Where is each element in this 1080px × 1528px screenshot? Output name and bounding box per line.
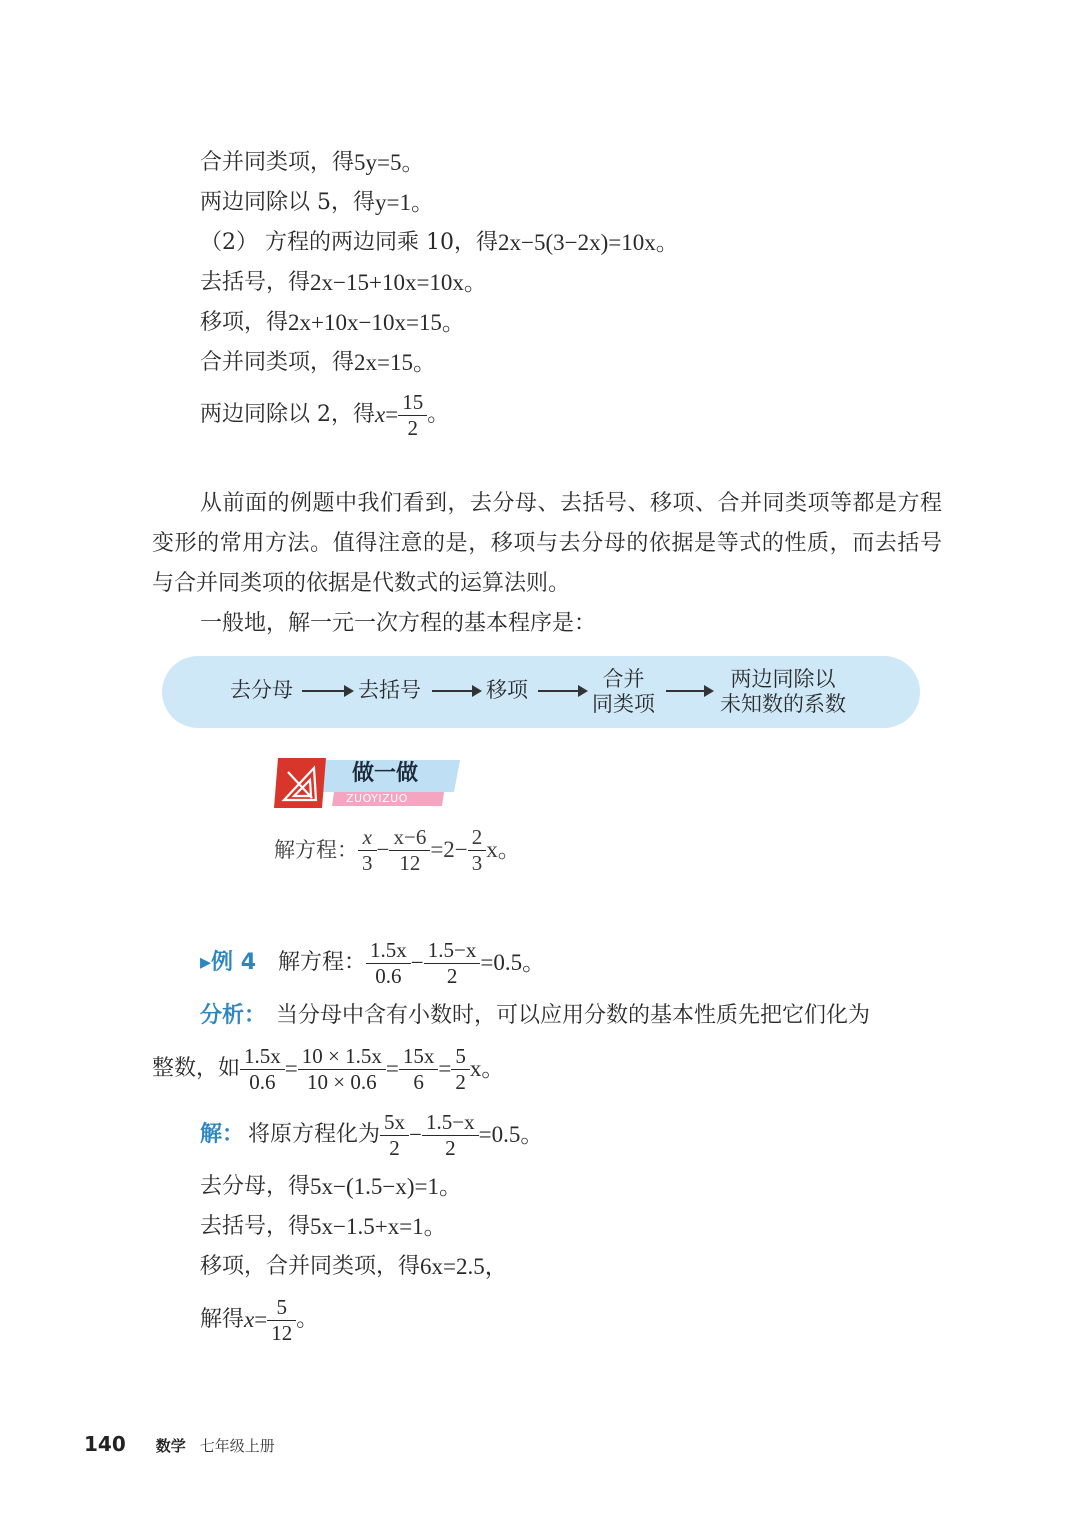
- solution-step-4-frac: [269, 1295, 294, 1346]
- line-4: [200, 268, 487, 298]
- example-4: [200, 934, 545, 992]
- analysis-text: 当分母中含有小数时，可以应用分数的基本性质先把它们化为: [276, 1003, 871, 1028]
- solution-step-1: [200, 1172, 462, 1202]
- example-4-label: ▸例 4: [200, 950, 257, 975]
- line-7-eq: =: [385, 402, 399, 427]
- solution-step-4: [200, 1292, 318, 1348]
- flow-arrow-3: [538, 690, 586, 692]
- example-4-frac-1: [368, 938, 409, 989]
- flow-step-4: [592, 667, 655, 717]
- flow-step-5-line1: 两边同除以: [730, 667, 836, 691]
- line-2-math: y=1。: [375, 190, 434, 215]
- line-1-math: 5y=5。: [354, 150, 425, 175]
- solution-step-2: [200, 1212, 447, 1242]
- fraction-denominator: 2: [422, 1135, 479, 1161]
- fraction-numerator: 2: [471, 824, 483, 849]
- fraction-denominator: 2: [424, 963, 481, 989]
- zuoyizuo-frac-1: [360, 825, 375, 876]
- solution-line-1: [200, 1106, 543, 1164]
- example-4-frac-2: [426, 938, 479, 989]
- solution-tail: =0.5。: [478, 1122, 544, 1147]
- line-3-math: 2x−5(3−2x)=10x。: [497, 230, 679, 255]
- fraction-numerator: x−6: [393, 824, 427, 849]
- fraction-denominator: 2: [451, 1069, 470, 1095]
- flow-arrow-4: [666, 690, 712, 692]
- line-7-text: 两边同除以 2，得: [200, 402, 375, 427]
- fraction-numerator: 10 × 1.5x: [301, 1043, 382, 1068]
- page-number: 140: [84, 1432, 126, 1456]
- fraction-denominator: 6: [399, 1069, 439, 1095]
- line-7-end: 。: [427, 402, 450, 427]
- zuoyizuo-frac-2: [391, 825, 428, 876]
- footer-grade: 七年级上册: [199, 1437, 275, 1455]
- solution-label: 解：: [200, 1122, 245, 1147]
- page-footer: [84, 1432, 275, 1456]
- fraction-numerator: 5x: [384, 1109, 406, 1134]
- fraction-denominator: 0.6: [240, 1069, 285, 1095]
- analysis-eq-1: =: [284, 1056, 298, 1081]
- analysis-text-2: 整数，如: [152, 1056, 241, 1081]
- solution-step-2-text: 去括号，得: [200, 1214, 311, 1239]
- fraction-numerator: 1.5−x: [426, 1109, 475, 1134]
- fraction-denominator: 3: [358, 850, 377, 876]
- flow-arrow-2: [432, 690, 480, 692]
- fraction-denominator: 2: [398, 415, 427, 441]
- analysis-line-2: [152, 1040, 504, 1098]
- solution-text: 将原方程化为: [248, 1122, 381, 1147]
- fraction-denominator: 3: [468, 850, 487, 876]
- solution-step-1-text: 去分母，得: [200, 1174, 311, 1199]
- solution-step-4-var: x: [244, 1307, 255, 1332]
- line-5: [200, 308, 465, 338]
- solution-step-4-text: 解得: [200, 1307, 245, 1332]
- zuoyizuo-title: 做一做: [352, 761, 419, 786]
- zuoyizuo-badge: [274, 756, 464, 810]
- flow-step-1: 去分母: [230, 678, 293, 702]
- flow-step-5: [720, 667, 846, 717]
- solution-step-4-end: 。: [296, 1307, 319, 1332]
- analysis-tail: x。: [469, 1056, 505, 1081]
- zuoyizuo-equation: [274, 822, 521, 878]
- procedure-flow: [162, 656, 920, 728]
- line-7-fraction: [400, 390, 425, 441]
- line-1-text: 合并同类项，得: [200, 150, 355, 175]
- zuoyizuo-tail: x。: [486, 837, 521, 862]
- line-3-text: （2） 方程的两边同乘 10，得: [200, 230, 498, 255]
- procedure-intro: 一般地，解一元一次方程的基本程序是：: [200, 611, 597, 636]
- analysis-frac-a: [242, 1044, 283, 1095]
- line-6-math: 2x=15。: [354, 350, 436, 375]
- example-4-prompt: 解方程：: [278, 950, 367, 975]
- fraction-denominator: 2: [380, 1135, 409, 1161]
- fraction-numerator: 1.5−x: [427, 937, 477, 962]
- analysis-frac-b: [300, 1044, 384, 1095]
- flow-step-4-line2: 同类项: [592, 692, 655, 716]
- fraction-denominator: 0.6: [366, 963, 411, 989]
- example-4-minus: −: [410, 950, 424, 975]
- solution-step-1-math: 5x−(1.5−x)=1。: [310, 1174, 462, 1199]
- solution-step-3-math: 6x=2.5，: [420, 1254, 508, 1279]
- fraction-numerator: 15x: [402, 1043, 435, 1068]
- fraction-denominator: 12: [389, 850, 430, 876]
- analysis-label: 分析：: [200, 1003, 267, 1028]
- fraction-denominator: 10 × 0.6: [298, 1069, 386, 1095]
- line-3: [200, 228, 679, 258]
- solution-step-3-text: 移项，合并同类项，得: [200, 1254, 421, 1279]
- zuoyizuo-eq: =2−: [430, 837, 468, 862]
- zuoyizuo-minus: −: [376, 837, 390, 862]
- line-2: [200, 188, 434, 218]
- solution-step-3: [200, 1252, 508, 1282]
- line-5-text: 移项，得: [200, 310, 289, 335]
- line-5-math: 2x+10x−10x=15。: [288, 310, 465, 335]
- zuoyizuo-prompt: 解方程：: [274, 838, 358, 862]
- analysis-eq-2: =: [385, 1056, 399, 1081]
- solution-frac-2: [424, 1110, 477, 1161]
- line-2-text: 两边同除以 5，得: [200, 190, 375, 215]
- flow-step-2: 去括号: [358, 678, 421, 702]
- footer-subject: 数学: [155, 1437, 186, 1455]
- line-6-text: 合并同类项，得: [200, 350, 355, 375]
- fraction-numerator: 5: [455, 1043, 466, 1068]
- line-7-var: x: [375, 402, 386, 427]
- example-4-tail: =0.5。: [480, 950, 546, 975]
- summary-text: 从前面的例题中我们看到，去分母、去括号、移项、合并同类项等都是方程变形的常用方法。值得注意的是，移项与去分母的依据是等式的性质，而去括号与合并同类项的依据是代数式的运算法则。: [152, 491, 942, 596]
- line-7: [200, 388, 449, 442]
- flow-step-5-line2: 未知数的系数: [720, 692, 846, 716]
- fraction-denominator: 12: [267, 1320, 296, 1346]
- analysis-eq-3: =: [438, 1056, 452, 1081]
- fraction-numerator: x: [362, 824, 372, 849]
- solution-step-2-math: 5x−1.5+x=1。: [310, 1214, 447, 1239]
- solution-minus: −: [409, 1122, 423, 1147]
- solution-step-4-eq: =: [254, 1307, 268, 1332]
- analysis-frac-d: [453, 1044, 468, 1095]
- line-4-math: 2x−15+10x=10x。: [310, 270, 487, 295]
- fraction-numerator: 1.5x: [244, 1043, 281, 1068]
- line-6: [200, 348, 436, 378]
- summary-paragraph: [152, 484, 942, 644]
- zuoyizuo-pinyin: ZUOYIZUO: [346, 792, 408, 805]
- flow-step-3: 移项: [486, 678, 528, 702]
- flow-step-4-line1: 合并: [602, 667, 645, 691]
- line-1: [200, 148, 425, 178]
- fraction-numerator: 1.5x: [370, 937, 407, 962]
- fraction-numerator: 15: [402, 389, 424, 414]
- flow-arrow-1: [302, 690, 352, 692]
- fraction-numerator: 5: [276, 1294, 287, 1319]
- analysis-frac-c: [401, 1044, 437, 1095]
- line-4-text: 去括号，得: [200, 270, 311, 295]
- zuoyizuo-frac-3: [470, 825, 485, 876]
- solution-frac-1: [382, 1110, 407, 1161]
- analysis-line-1: [200, 1001, 870, 1031]
